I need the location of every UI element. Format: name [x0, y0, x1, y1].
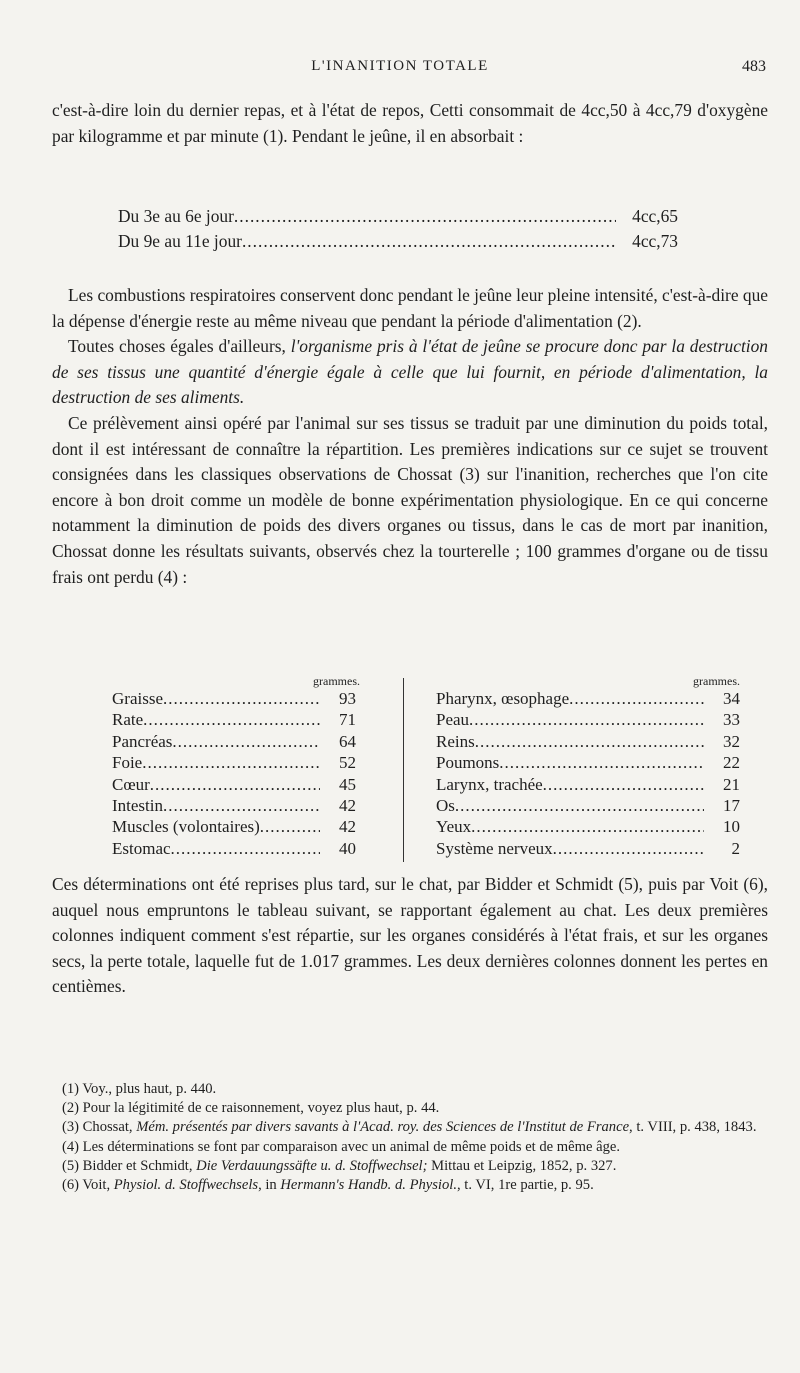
- body-paragraphs: [52, 283, 768, 590]
- organ-name: Pancréas: [112, 731, 173, 751]
- loss-value: 10: [723, 817, 740, 837]
- footnote-3-author: (3) Chossat,: [62, 1119, 137, 1136]
- footnote-3-ref: , t. VIII, p. 438, 1843.: [629, 1119, 757, 1136]
- leader-dots: [499, 752, 704, 773]
- leader-dots: [471, 816, 704, 837]
- leader-dots: [543, 774, 704, 795]
- unit-label: grammes.: [693, 674, 740, 688]
- oxygen-period: Du 3e au 6e jour: [118, 206, 234, 226]
- page-number: 483: [742, 58, 766, 75]
- loss-value: 17: [723, 796, 740, 816]
- footnote-4: (4) Les déterminations se font par comparaison avec un animal de même poids et de même âge.: [62, 1138, 621, 1155]
- table-row: [112, 774, 356, 795]
- organ-name: Poumons: [436, 753, 500, 773]
- loss-value: 34: [723, 689, 740, 708]
- table-row: [436, 752, 740, 773]
- loss-value: 2: [731, 838, 740, 858]
- footnote-6-handbook: Hermann's Handb. d. Physiol.: [280, 1177, 457, 1194]
- table-right-column: [436, 674, 740, 859]
- organ-name: Graisse: [112, 689, 163, 708]
- table-row: [436, 838, 740, 859]
- table-row: [436, 731, 740, 752]
- footnote-3-title: Mém. présentés par divers savants à l'Acad. roy. des Sciences de l'Institut de France: [136, 1119, 630, 1136]
- table-row: [112, 838, 356, 859]
- table-row: [112, 731, 356, 752]
- intro-paragraph: [52, 98, 768, 149]
- organ-name: Pharynx, œsophage: [436, 689, 570, 708]
- oxygen-value: 4cc,65: [632, 206, 678, 226]
- table-row: [112, 752, 356, 773]
- leader-dots: [475, 731, 704, 752]
- leader-dots: [260, 816, 320, 837]
- table-row: [436, 816, 740, 837]
- leader-dots: [143, 709, 320, 730]
- organ-name: Estomac: [112, 838, 171, 858]
- leader-dots: [553, 838, 704, 859]
- footnote-5-author: (5) Bidder et Schmidt,: [62, 1157, 197, 1174]
- footnote-6-author: (6) Voit,: [62, 1177, 114, 1194]
- organ-name: Yeux: [436, 817, 472, 837]
- paragraph-voit: Ces déterminations ont été reprises plus tard, sur le chat, par Bidder et Schmidt (5), puis par Voit (6), auquel nous empruntons le tableau suivant, se rapportant également au chat. Les deux premières colonnes indiquent comment s'est répartie, sur les organes considérés à l'état frais, et sur les organes secs, la perte totale, laquelle fut de 1.017 grammes. Les deux dernières colonnes donnent les pertes en centièmes.: [52, 874, 768, 997]
- loss-value: 93: [339, 689, 356, 708]
- running-header: [0, 58, 800, 82]
- table-row: [112, 688, 356, 709]
- organ-name: Rate: [112, 710, 144, 730]
- organ-name: Muscles (volontaires): [112, 817, 260, 837]
- loss-value: 42: [339, 796, 356, 816]
- loss-value: 42: [339, 817, 356, 837]
- column-divider: [403, 678, 404, 862]
- table-left-column: [112, 674, 360, 859]
- loss-value: 64: [339, 731, 356, 751]
- leader-dots: [469, 709, 704, 730]
- organ-name: Foie: [112, 753, 143, 773]
- oxygen-period: Du 9e au 11e jour: [118, 231, 242, 251]
- leader-dots: [142, 752, 320, 773]
- leader-dots: [569, 688, 704, 709]
- oxygen-list: [118, 204, 678, 254]
- loss-value: 52: [339, 753, 356, 773]
- paragraph-chossat: Ce prélèvement ainsi opéré par l'animal sur ses tissus se traduit par une diminution du poids total, dont il est intéressant de connaître la répartition. Les premières indications sur ce sujet se trouvent consignées dans les classiques observations de Chossat (3) sur l'inanition, recherches que l'on cite encore à bon droit comme un modèle de bonne expérimentation physiologique. En ce qui concerne notamment la diminution de poids des divers organes ou tissus, dans le cas de mort par inanition, Chossat donne les résultats suivants, observés chez la tourterelle ; 100 grammes d'organe ou de tissu frais ont perdu (4) :: [52, 412, 768, 587]
- table-row: [436, 774, 740, 795]
- leader-dots: [171, 838, 320, 859]
- unit-label: grammes.: [313, 674, 360, 688]
- oxygen-row: [118, 229, 678, 254]
- running-title: L'INANITION TOTALE: [311, 58, 489, 74]
- loss-value: 21: [723, 774, 740, 794]
- loss-value: 45: [339, 774, 356, 794]
- leader-dots: [163, 795, 320, 816]
- leader-dots: [242, 229, 616, 254]
- organ-name: Peau: [436, 710, 470, 730]
- footnote-6-title: Physiol. d. Stoffwechsels: [113, 1177, 259, 1194]
- paragraph-energy-lead: Toutes choses égales d'ailleurs,: [68, 336, 291, 357]
- footnote-2: (2) Pour la légitimité de ce raisonnement, voyez plus haut, p. 44.: [62, 1100, 440, 1117]
- footnote-6-in: , in: [258, 1177, 281, 1194]
- organ-name: Os: [436, 796, 455, 816]
- paragraph-energy: [52, 334, 768, 411]
- leader-dots: [455, 795, 704, 816]
- footnote-5-ref: Mittau et Leipzig, 1852, p. 327.: [427, 1157, 617, 1174]
- table-row: [112, 709, 356, 730]
- footnote-6-ref: , t. VI, 1re partie, p. 95.: [457, 1177, 594, 1194]
- footnote-5: [50, 1157, 768, 1176]
- footnote-5-title: Die Verdauungssäfte u. d. Stoffwechsel;: [196, 1157, 428, 1174]
- loss-value: 40: [339, 838, 356, 858]
- table-row: [112, 816, 356, 837]
- footnote-1: (1) Voy., plus haut, p. 440.: [62, 1081, 217, 1097]
- table-row: [112, 795, 356, 816]
- footnotes: [50, 1080, 768, 1195]
- oxygen-value: 4cc,73: [632, 231, 678, 251]
- table-row: [436, 709, 740, 730]
- table-row: [436, 795, 740, 816]
- leader-dots: [163, 688, 320, 709]
- organ-name: Larynx, trachée: [436, 774, 543, 794]
- leader-dots: [172, 731, 320, 752]
- leader-dots: [150, 774, 320, 795]
- loss-value: 22: [723, 753, 740, 773]
- organ-name: Intestin: [112, 796, 163, 816]
- loss-value: 32: [723, 731, 740, 751]
- paragraph-voit-block: [52, 872, 768, 1000]
- oxygen-row: [118, 204, 678, 229]
- paragraph-combustions: Les combustions respiratoires conservent donc pendant le jeûne leur pleine intensité, c'est-à-dire que la dépense d'énergie reste au même niveau que pendant la période d'alimentation (2).: [52, 285, 768, 331]
- organ-name: Système nerveux: [436, 838, 553, 858]
- footnote-3: [50, 1118, 768, 1137]
- loss-value: 71: [339, 710, 356, 730]
- organ-name: Cœur: [112, 774, 150, 794]
- leader-dots: [234, 204, 616, 229]
- table-row: [436, 688, 740, 709]
- organ-loss-table: [112, 674, 740, 862]
- paragraph-energy-italic: l'organisme pris à l'état de jeûne se procure donc par la destruction de ses tissus une quantité d'énergie égale à celle que lui fournit, en période d'alimentation, la destruction de ses aliments.: [52, 336, 768, 408]
- footnote-6: [50, 1176, 768, 1195]
- loss-value: 33: [723, 710, 740, 730]
- intro-text: c'est-à-dire loin du dernier repas, et à l'état de repos, Cetti consommait de 4cc,50 à 4cc,79 d'oxygène par kilogramme et par minute (1). Pendant le jeûne, il en absorbait :: [52, 100, 768, 146]
- organ-name: Reins: [436, 731, 475, 751]
